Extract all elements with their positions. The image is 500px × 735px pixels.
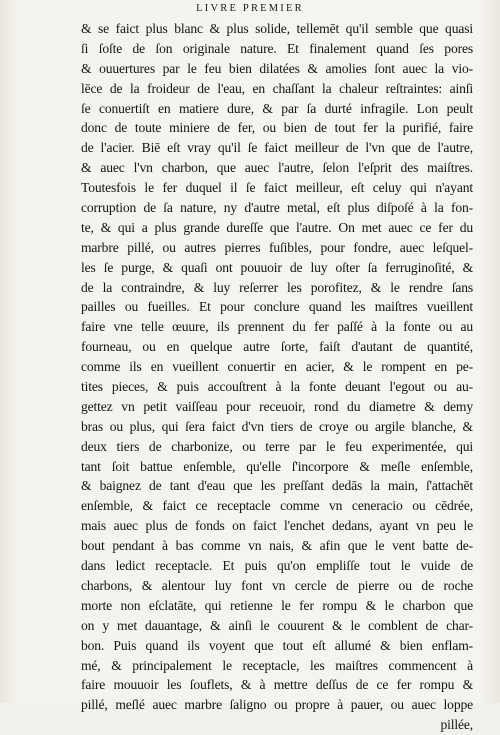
text-line: gettez vn petit vaiſſeau pour receuoir, rond du diametre & demy: [81, 398, 473, 414]
text-line: faire vne telle œuure, ils prennent du fer paſſé à la fonte ou au: [81, 319, 473, 335]
text-line: morte non eſclatāte, qui retienne le fer rompu & le charbon que: [81, 597, 473, 613]
text-line: de la contraindre, & luy reſerrer les porofitez, & le rendre ſans: [81, 279, 473, 295]
text-line: Toutesfois le fer duquel il ſe faict meilleur, eſt celuy qui n'ayant: [81, 180, 473, 196]
text-line: faire mouuoir les ſouflets, & à mettre deſſus de ce fer rompu &: [81, 677, 473, 693]
text-line: corruption de ſa nature, ny d'autre metal, eſt plus diſpoſé à la fon-: [81, 200, 473, 216]
text-line: te, & qui a plus grande dureſſe que l'autre. On met auec ce fer du: [81, 219, 473, 235]
text-line: on y met dauantage, & ainſi le couurent & le comblent de char-: [81, 617, 473, 633]
text-line: dans ledict receptacle. Et puis qu'on empliſſe tout le vuide de: [81, 558, 473, 574]
text-line: lēce de la froideur de l'eau, en chaſſant la chaleur reſtraintes: ainſi: [81, 80, 473, 96]
text-line: de l'acier. Biē eſt vray qu'il ſe faict meilleur de l'vn que de l'autre,: [81, 140, 473, 156]
text-line: enſemble, & faict ce receptacle comme vn ceneracio ou cēdrée,: [81, 498, 473, 514]
text-line: comme ils en vueillent conuertir en acier, & le rompent en pe-: [81, 359, 473, 375]
text-line: deux tiers de charbonize, ou terre par le feu experimentée, qui: [81, 438, 473, 454]
text-line: & auec l'vn charbon, que auec l'autre, ſelon l'eſprit des maiſtres.: [81, 160, 473, 176]
text-line: pailles ou fueilles. Et pour conclure quand les maiſtres vueillent: [81, 299, 473, 315]
text-line: mais auec plus de fonds on faict l'enchet dedans, ayant vn peu le: [81, 518, 473, 534]
text-line: ſi ſoſte de ſon originale nature. Et finalement quand ſes pores: [81, 40, 473, 56]
running-head: LIVRE PREMIER: [196, 3, 304, 14]
text-line: ſe conuertiſt en matiere dure, & par ſa durté infragile. Lon peult: [81, 100, 473, 116]
text-line: pillé, meſlé auec marbre ſaligno ou propre à pauer, ou auec loppe: [81, 697, 473, 713]
text-line: tant ſoit battue enſemble, qu'elle ſ'incorpore & meſle enſemble,: [81, 458, 473, 474]
text-line: bout pendant à bas comme vn nais, & afin que le vent batte de-: [81, 538, 473, 554]
text-line: charbons, & alentour luy font vn cercle de pierre ou de roche: [81, 577, 473, 593]
text-line: marbre pillé, ou autres pierres fuſibles, pour fondre, auec leſquel-: [81, 239, 473, 255]
text-line: bon. Puis quand ils voyent que tout eſt allumé & bien enflam-: [81, 637, 473, 653]
text-line: pillée,: [440, 717, 473, 733]
text-line: tites pieces, & puis accouſtrent à la fonte deuant l'egout ou au-: [81, 379, 473, 395]
text-line: & ouuertures par le feu bien dilatées & amolies ſont auec la vio-: [81, 60, 473, 76]
text-line: & baignez de tant d'eau que les preſſant dedās la main, ſ'attachēt: [81, 478, 473, 494]
text-line: donc de toute miniere de fer, ou bien de tout fer la purifié, faire: [81, 120, 473, 136]
text-line: fourneau, ou en quelque autre ſorte, faiſt d'autant de quantité,: [81, 339, 473, 355]
text-line: les ſe purge, & quaſi ont pouuoir de luy oſter ſa ferruginoſité, &: [81, 259, 473, 275]
text-line: & se faict plus blanc & plus solide, tellemēt qu'il semble que quasi: [81, 21, 473, 36]
body-text: [81, 19, 473, 735]
text-line: bras ou plus, qui ſera faict d'vn tiers de croye ou argile blanche, &: [81, 418, 473, 434]
text-line: mé, & principalement le receptacle, les maiſtres commencent à: [81, 657, 473, 673]
